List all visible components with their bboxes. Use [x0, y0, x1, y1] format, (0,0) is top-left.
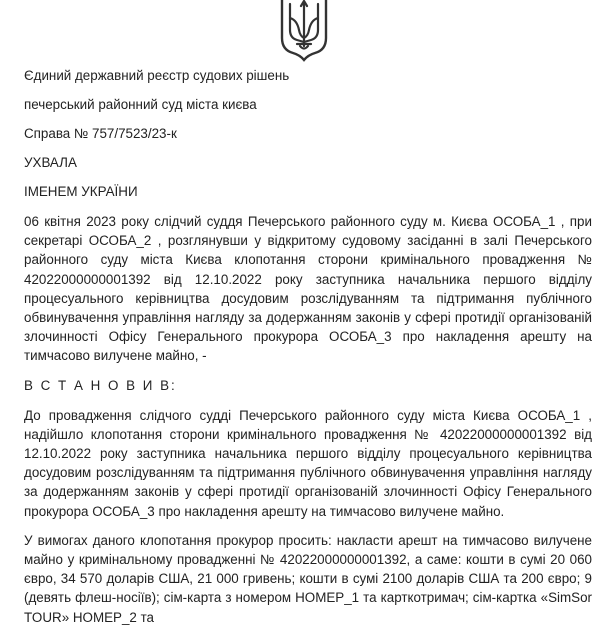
paragraph-2: До провадження слідчого судді Печерського районного суду міста Києва ОСОБА_1 , надійшло клопотання сторони кримінального провадження № 42022000000001392 від 12.10.2022 року заступника начальника першого відділу процесуального керівництва досудовим розслідуванням та підтримання публічного обвинувачення управління нагляду за додержанням законів у сфері протидії організованій злочинності Офісу Генерального прокурора ОСОБА_3 про накладення арешту на тимчасово вилучене майно.: [24, 407, 592, 519]
document-body: [24, 64, 592, 627]
paragraph-1: 06 квітня 2023 року слідчий суддя Печерського районного суду м. Києва ОСОБА_1 , при секретарі ОСОБА_2 , розглянувши у відкритому судовому засіданні в залі Печерського районного суду міста Києва клопотання сторони кримінального провадження № 42022000000001392 від 12.10.2022 року заступника начальника першого відділу процесуального керівництва досудовим розслідуванням та підтримання публічного обвинувачення управління нагляду за додержанням законів у сфері протидії організованій злочинності Офісу Генерального прокурора ОСОБА_3 про накладення арешту на тимчасово вилучене майно, -: [24, 214, 592, 364]
court-name: печерський районний суд міста києва: [24, 97, 257, 112]
registry-title: Єдиний державний реєстр судових рішень: [24, 68, 290, 83]
case-number: Справа № 757/7523/23-к: [24, 126, 177, 141]
paragraph-3: У вимогах даного клопотання прокурор просить: накласти арешт на тимчасово вилучене майно у кримінальному провадженні № 42022000000001392, а саме: кошти в сумі 20 060 євро, 34 570 доларів США, 21 000 гривень; кошти в сумі 2100 доларів США та 200 євро; 9 (девять флеш-носіїв); сім-карта з номером НОМЕР_1 та карткотримач; сім-картка «SimSor TOUR» НОМЕР_2 та: [24, 532, 592, 625]
trident-emblem-icon: [279, 0, 329, 60]
in-the-name-heading: ІМЕНЕМ УКРАЇНИ: [24, 184, 138, 199]
document-type: УХВАЛА: [24, 155, 77, 170]
established-heading: В С Т А Н О В И В:: [24, 377, 177, 393]
